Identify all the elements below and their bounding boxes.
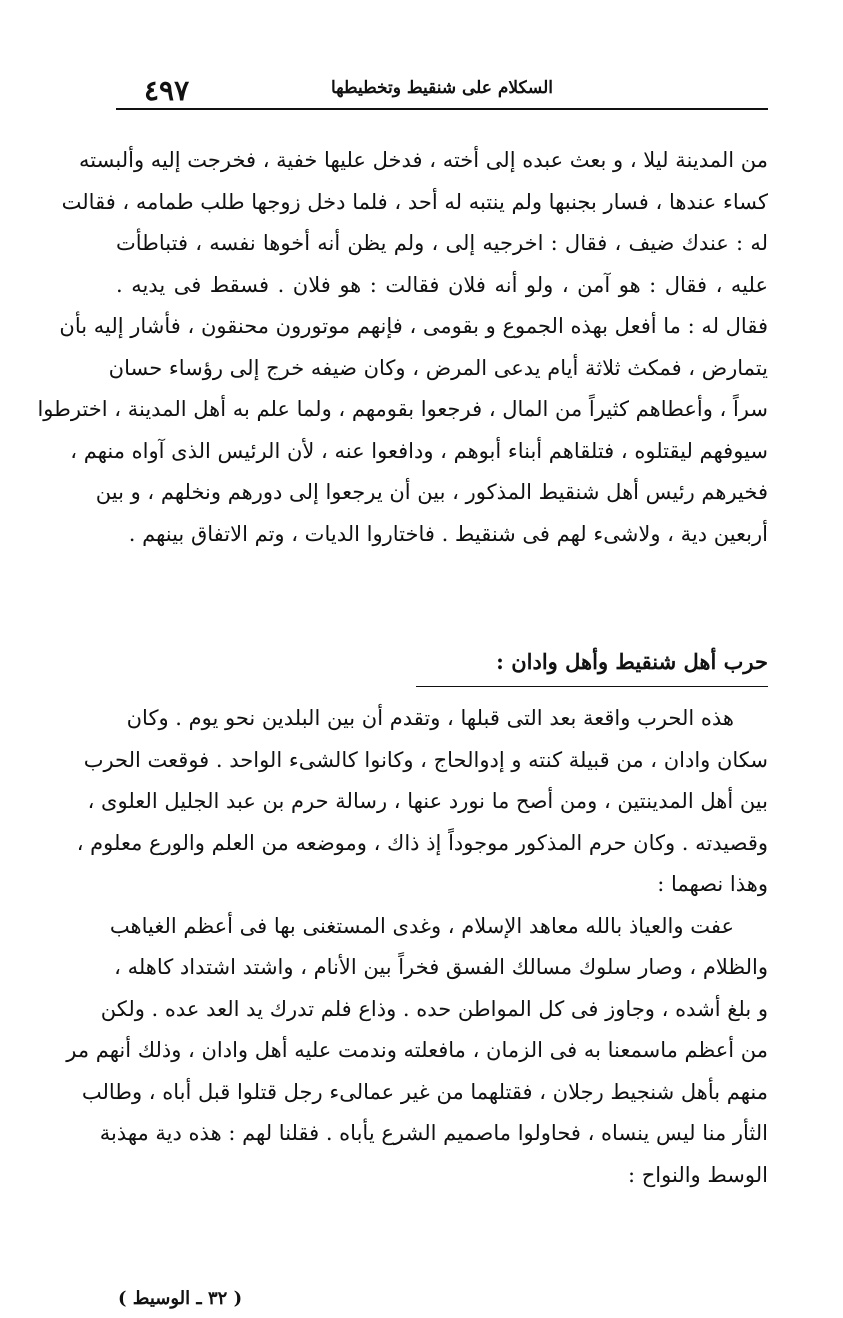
- text-line: من أعظم ماسمعنا به فى الزمان ، مافعلته وندمت عليه أهل وادان ، وذلك أنهم مر: [66, 1038, 768, 1062]
- text-line: أربعين دية ، ولاشىء لهم فى شنقيط . فاختاروا الديات ، وتم الاتفاق بينهم .: [128, 521, 768, 546]
- text-line: و بلغ أشده ، وجاوز فى كل المواطن حده . وذاع فلم تدرك يد العد عده . ولكن: [100, 996, 768, 1021]
- text-line: والظلام ، وصار سلوك مسالك الفسق فخراً بين الأنام ، واشتد اشتداد كاهله ،: [114, 955, 768, 979]
- text-line: عليه ، فقال : هو آمن ، ولو أنه فلان فقالت : هو فلان . فسقط فى يديه .: [116, 272, 768, 297]
- text-line: له : عندك ضيف ، فقال : اخرجيه إلى ، ولم يظن أنه أخوها نفسه ، فتباطأت: [116, 231, 768, 255]
- text-line: وقصيدته . وكان حرم المذكور موجوداً إذ ذاك ، وموضعه من العلم والورع معلوم ،: [76, 830, 768, 855]
- text-line: هذه الحرب واقعة بعد التى قبلها ، وتقدم أن بين البلدين نحو يوم . وكان: [126, 706, 734, 730]
- text-line: منهم بأهل شنجيط رجلان ، فقتلهما من غير عمالىء رجل قتلوا قبل أباه ، وطالب: [81, 1079, 768, 1104]
- text-line: فقال له : ما أفعل بهذه الجموع و بقومى ، فإنهم موتورون محنقون ، فأشار إليه بأن: [59, 314, 768, 338]
- text-line: وهذا نصهما :: [657, 872, 768, 896]
- text-line: عفت والعياذ بالله معاهد الإسلام ، وغدى المستغنى بها فى أعظم الغياهب: [109, 913, 734, 938]
- page-header: [116, 68, 768, 110]
- heading-underline: [416, 686, 768, 687]
- text-line: سيوفهم ليقتلوه ، فتلقاهم أبناء أبوهم ، ودافعوا عنه ، لأن الرئيس الذى آواه منهم ،: [70, 438, 768, 463]
- text-line: فخيرهم رئيس أهل شنقيط المذكور ، بين أن يرجعوا إلى دورهم ونخلهم ، و بين: [95, 480, 768, 504]
- page-number: ٤٩٧: [144, 74, 190, 107]
- paragraph-1: [37, 140, 768, 555]
- running-title: السكلام على شنقيط وتخطيطها: [330, 78, 553, 98]
- text-line: من المدينة ليلا ، و بعث عبده إلى أخته ، فدخل عليها خفية ، فخرجت إليه وألبسته: [79, 148, 768, 172]
- text-line: يتمارض ، فمكث ثلاثة أيام يدعى المرض ، وكان ضيفه خرج إلى رؤساء حسان: [108, 355, 768, 380]
- page-footer-signature: ( ٣٢ ـ الوسيط ): [118, 1288, 243, 1309]
- text-line: الوسط والنواح :: [628, 1162, 768, 1187]
- section-heading: حرب أهل شنقيط وأهل وادان :: [496, 649, 768, 674]
- text-line: بين أهل المدينتين ، ومن أصح ما نورد عنها ، رسالة حرم بن عبد الجليل العلوى ،: [87, 789, 768, 813]
- text-line: سكان وادان ، من قبيلة كنته و إدوالحاج ، وكانوا كالشىء الواحد . فوقعت الحرب: [83, 747, 768, 772]
- paragraph-2-and-3: [66, 698, 768, 1196]
- text-line: الثأر منا ليس ينساه ، فحاولوا ماصميم الشرع يأباه . فقلنا لهم : هذه دية مهذبة: [99, 1121, 768, 1145]
- text-line: سراً ، وأعطاهم كثيراً من المال ، فرجعوا بقومهم ، ولما علم به أهل المدينة ، اخترطوا: [37, 397, 768, 421]
- text-line: كساء عندها ، فسار بجنبها ولم ينتبه له أحد ، فلما دخل زوجها طلب طمامه ، فقالت: [61, 189, 768, 214]
